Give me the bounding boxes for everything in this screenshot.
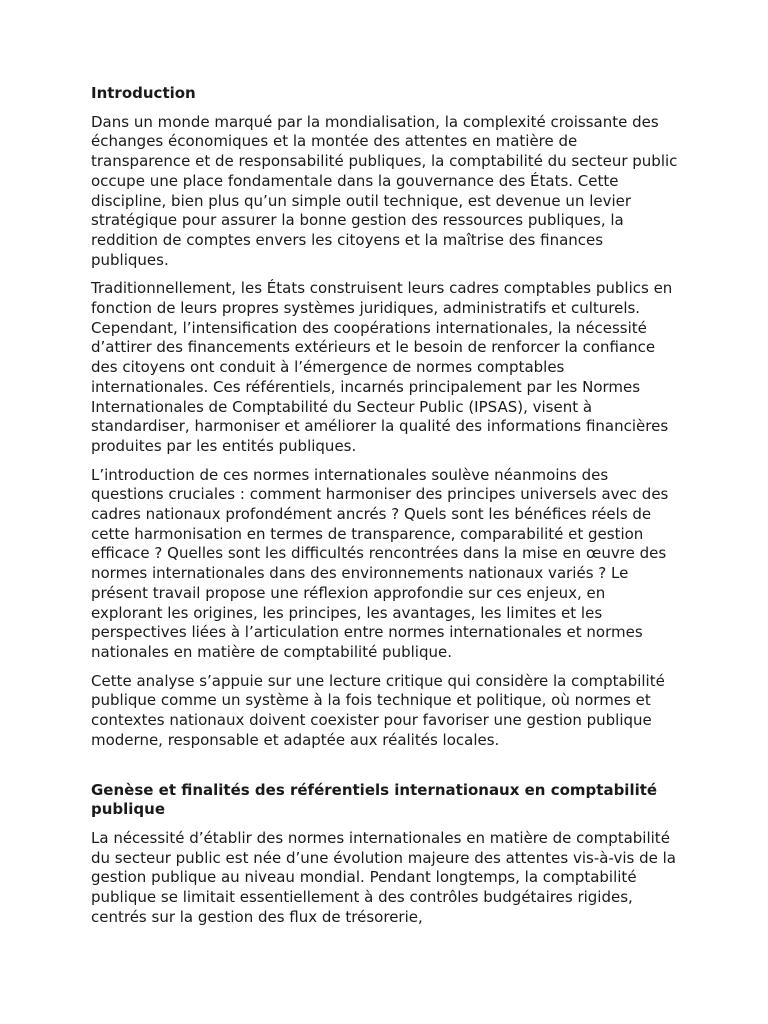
paragraph: L’introduction de ces normes internationales soulève néanmoins des questions cruciales : comment harmoniser des principes universels avec des cadres nationaux profondément ancrés ? Quels sont les bénéfices réels de cette harmonisation en termes de transparence, comparabilité et gestion efficace ? Quelles sont les difficultés rencontrées dans la mise en œuvre des normes internationales dans des environnements nationaux variés ? Le présent travail propose une réflexion approfondie sur ces enjeux, en explorant les origines, les principes, les avantages, les limites et les perspectives liées à l’articulation entre normes internationales et normes nationales en matière de comptabilité publique. <box>91 465 669 661</box>
paragraph: Dans un monde marqué par la mondialisation, la complexité croissante des échanges économiques et la montée des attentes en matière de transparence et de responsabilité publiques, la comptabilité du secteur public occupe une place fondamentale dans la gouvernance des États. Cette discipline, bien plus qu’un simple outil technique, est devenue un levier stratégique pour assurer la bonne gestion des ressources publiques, la reddition de comptes envers les citoyens et la maîtrise des finances publiques. <box>91 112 678 269</box>
document-page <box>91 84 681 948</box>
section-heading-genese: Genèse et finalités des référentiels internationaux en comptabilité publique <box>91 780 658 819</box>
paragraph: Cette analyse s’appuie sur une lecture critique qui considère la comptabilité publique comme un système à la fois technique et politique, où normes et contextes nationaux doivent coexister pour favoriser une gestion publique moderne, responsable et adaptée aux réalités locales. <box>91 671 665 749</box>
paragraph: Traditionnellement, les États construisent leurs cadres comptables publics en fonction de leurs propres systèmes juridiques, administratifs et culturels. Cependant, l’intensification des coopérations internationales, la nécessité d’attirer des financements extérieurs et le besoin de renforcer la confiance des citoyens ont conduit à l’émergence de normes comptables internationales. Ces référentiels, incarnés principalement par les Normes Internationales de Comptabilité du Secteur Public (IPSAS), visent à standardiser, harmoniser et améliorer la qualité des informations financières produites par les entités publiques. <box>91 279 673 455</box>
section-heading-introduction: Introduction <box>91 84 196 102</box>
paragraph: La nécessité d’établir des normes internationales en matière de comptabilité du secteur public est née d’une évolution majeure des attentes vis-à-vis de la gestion publique au niveau mondial. Pendant longtemps, la comptabilité publique se limitait essentiellement à des contrôles budgétaires rigides, centrés sur la gestion des flux de trésorerie, <box>91 828 676 926</box>
section-spacer <box>91 760 681 781</box>
